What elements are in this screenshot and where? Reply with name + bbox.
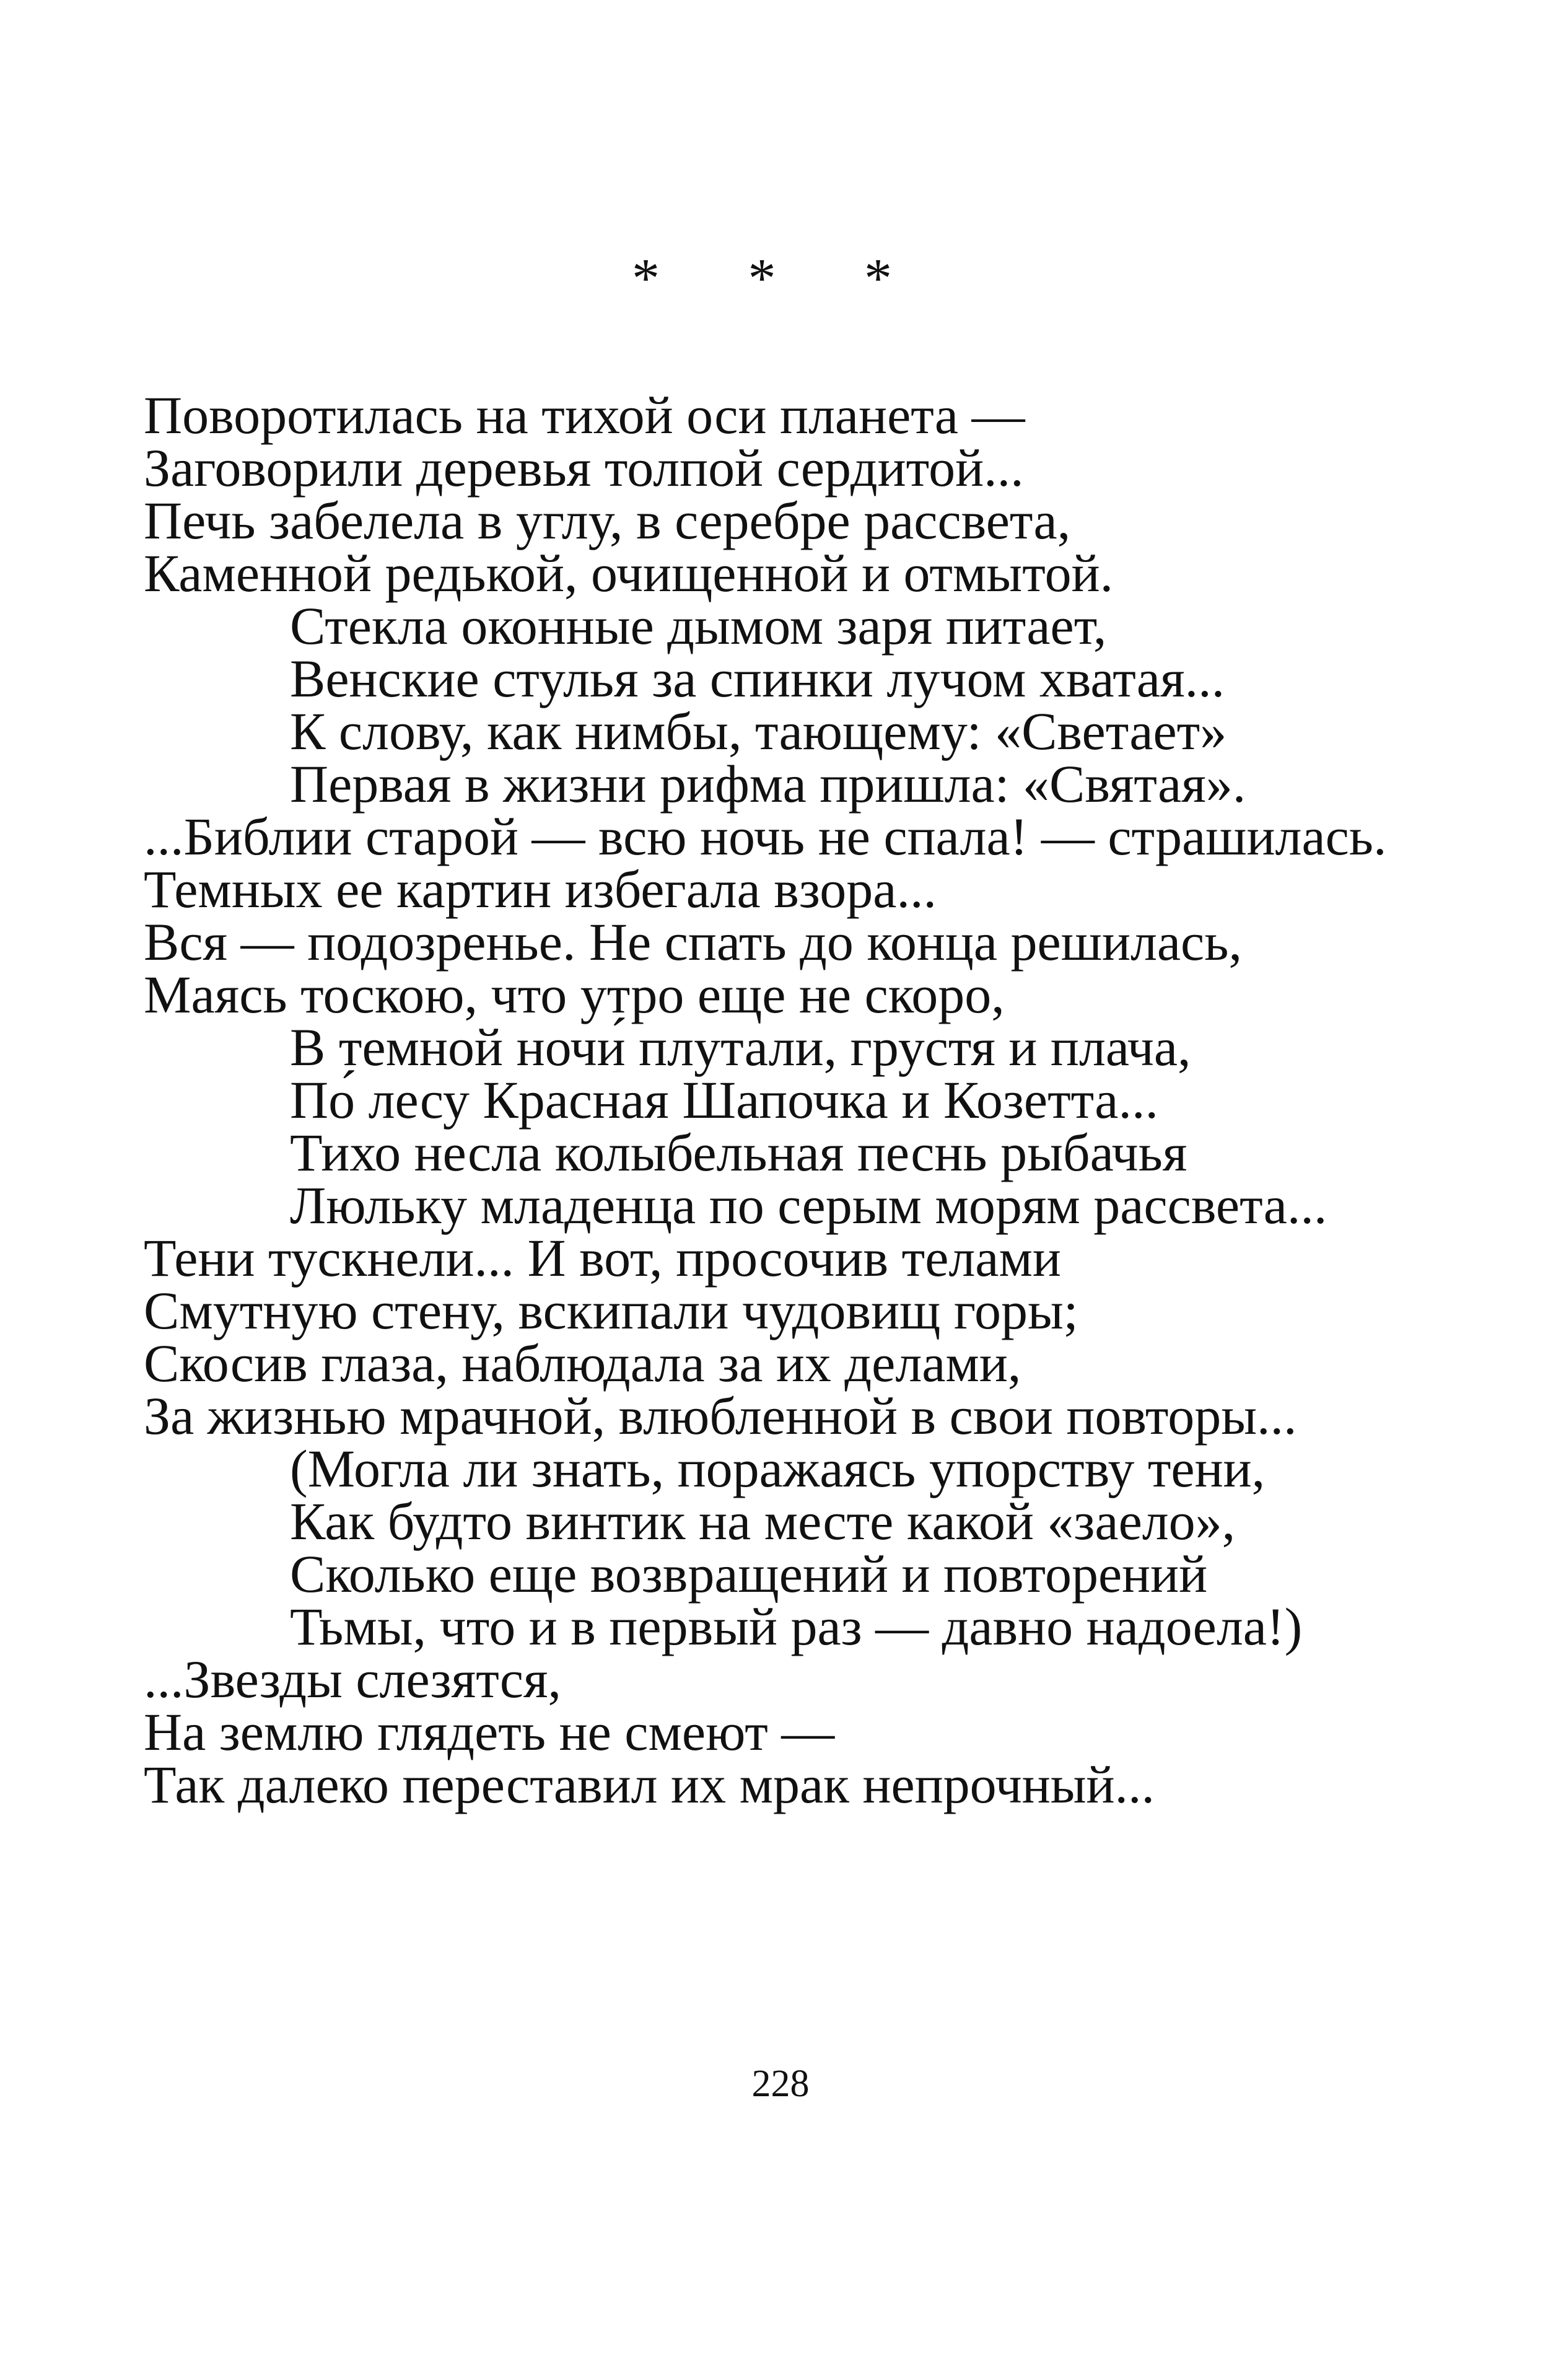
- poem-line: Первая в жизни рифма пришла: «Святая».: [290, 754, 1246, 814]
- poem-line: За жизнью мрачной, влюбленной в свои повторы...: [144, 1386, 1297, 1446]
- poem-line: Как будто винтик на месте какой «заело»,: [290, 1491, 1236, 1551]
- poem-line: Венские стулья за спинки лучом хватая...: [290, 649, 1225, 708]
- poem-line: ...Библии старой — всю ночь не спала! — страшилась.: [144, 807, 1387, 866]
- poem-line: Вся — подозренье. Не спать до конца решилась,: [144, 912, 1242, 972]
- section-ornament: * * *: [632, 248, 929, 309]
- poem-line: Сколько еще возвращений и повторений: [290, 1544, 1208, 1604]
- poem-line: Тьмы, что и в первый раз — давно надоела!): [290, 1597, 1303, 1656]
- poem-line: К слову, как нимбы, тающему: «Светает»: [290, 701, 1227, 761]
- poem-line: Каменной редькой, очищенной и отмытой.: [144, 543, 1114, 603]
- poem-line: Маясь тоскою, что утро еще не скоро,: [144, 965, 1005, 1024]
- poem-line: Стекла оконные дымом заря питает,: [290, 596, 1107, 656]
- poem-line: (Могла ли знать, поражаясь упорству тени,: [290, 1439, 1266, 1498]
- poem-line: Заговорили деревья толпой сердитой...: [144, 438, 1024, 498]
- poem-line: Тихо несла колыбельная песнь рыбачья: [290, 1123, 1187, 1182]
- poem-line: Поворотилась на тихой оси планета —: [144, 385, 1025, 445]
- poem-line: Тени тускнели... И вот, просочив телами: [144, 1228, 1061, 1288]
- poem-line: Так далеко переставил их мрак непрочный...: [144, 1755, 1155, 1814]
- poem-line: Темных ее картин избегала взора...: [144, 859, 937, 919]
- poem-line: Печь забелела в углу, в серебре рассвета,: [144, 491, 1071, 550]
- poem-line: Скосив глаза, наблюдала за их делами,: [144, 1333, 1021, 1393]
- poem-line: В темной ночи́ плутали, грустя и плача,: [290, 1017, 1191, 1077]
- poem-line: Люльку младенца по серым морям рассвета...: [290, 1175, 1327, 1235]
- poem-line: По́ лесу Красная Шапочка и Козетта...: [290, 1070, 1158, 1130]
- poem-line: ...Звезды слезятся,: [144, 1649, 562, 1709]
- poem-line: На землю глядеть не смеют —: [144, 1702, 835, 1762]
- poem-body: [144, 385, 1525, 1814]
- poem-line: Смутную стену, вскипали чудовищ горы;: [144, 1281, 1078, 1340]
- page-number: 228: [751, 2063, 810, 2105]
